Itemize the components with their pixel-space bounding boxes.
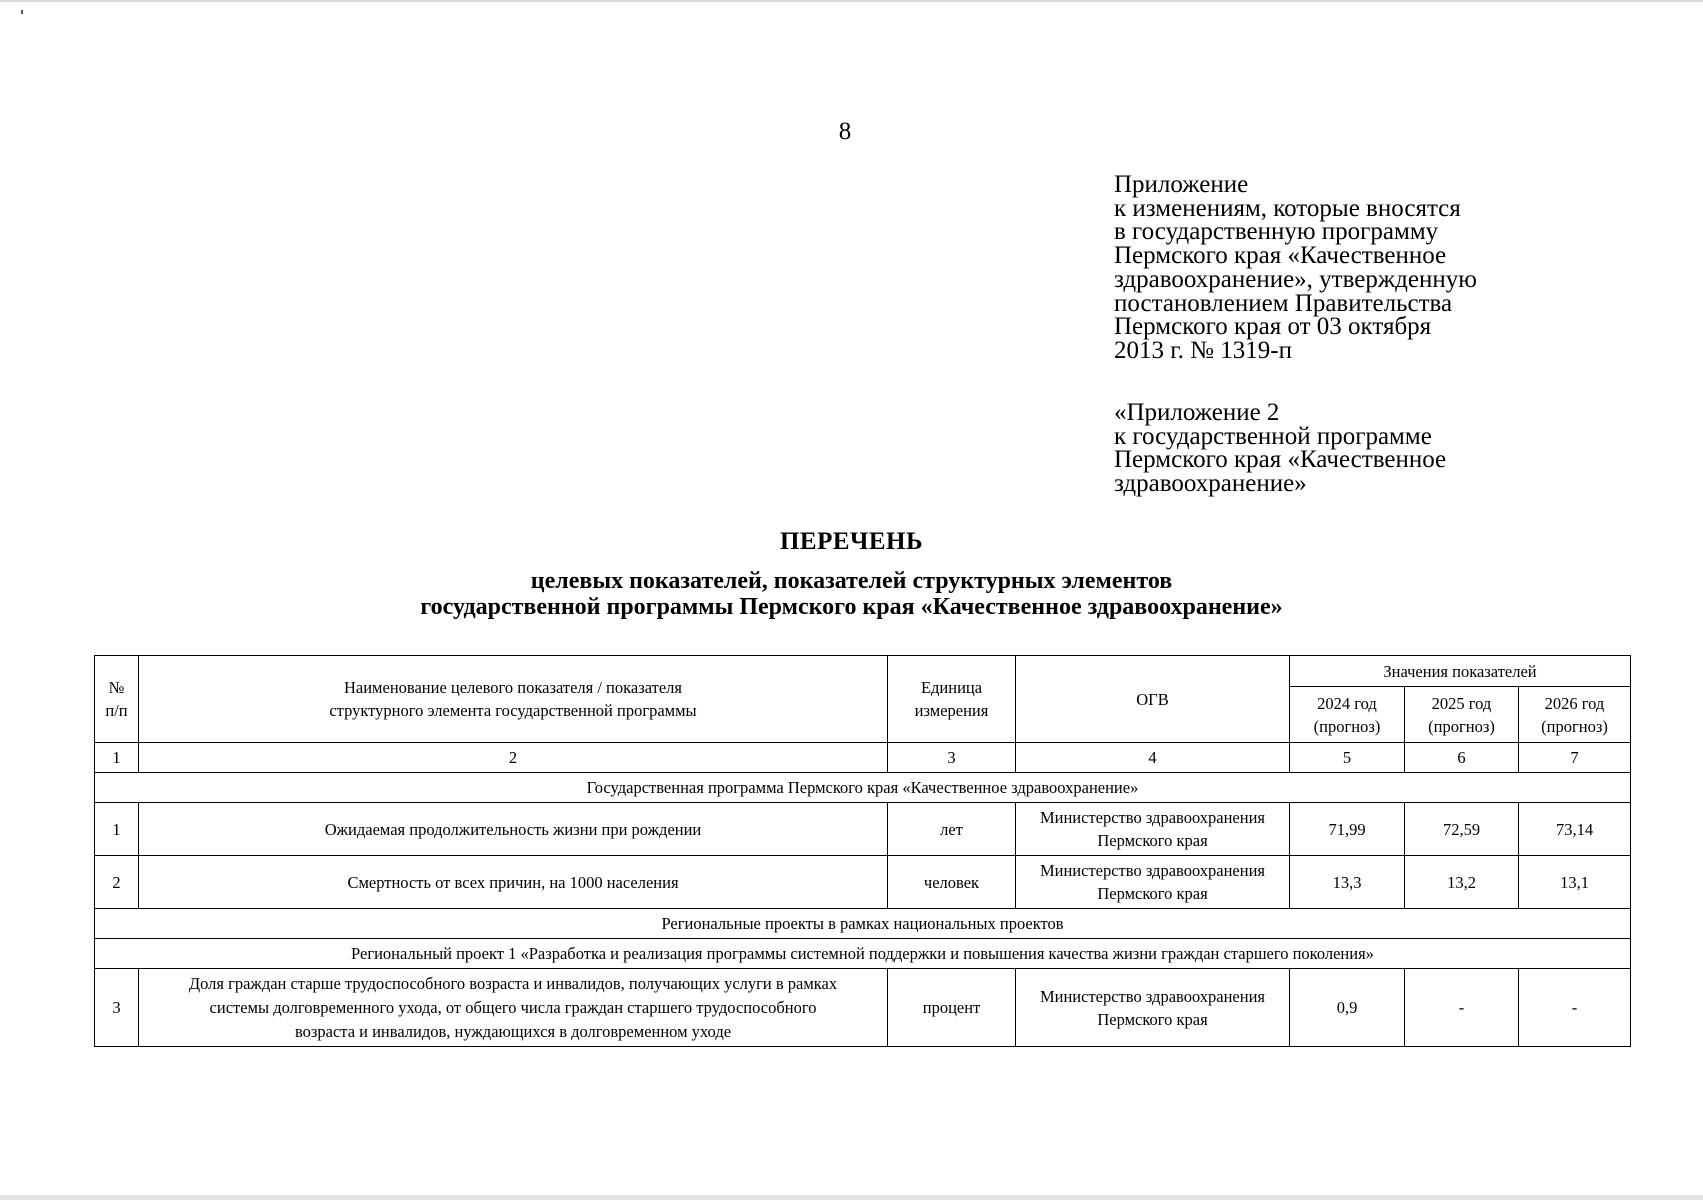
row-ogv-line-2: Пермского края — [1097, 831, 1208, 850]
row-value-2024: 0,9 — [1290, 969, 1405, 1047]
row-indicator-name-line-3: возраста и инвалидов, нуждающихся в долговременном уходе — [294, 1021, 732, 1041]
section-row-project-1 — [95, 939, 1631, 969]
header-year-2026 — [1519, 687, 1631, 743]
header-year-2024 — [1290, 687, 1405, 743]
row-value-2026: 73,14 — [1519, 803, 1631, 856]
row-value-2025: 13,2 — [1405, 856, 1519, 909]
approval-line: Пермского края от 03 октября — [1114, 313, 1432, 341]
row-num: 1 — [95, 803, 139, 856]
row-num: 2 — [95, 856, 139, 909]
header-name-line-1: Наименование целевого показателя / показателя — [343, 678, 682, 697]
row-indicator-name: Смертность от всех причин, на 1000 населения — [139, 856, 888, 909]
scan-edge-top — [0, 0, 1703, 2]
row-num: 3 — [95, 969, 139, 1047]
header-ogv: ОГВ — [1016, 656, 1290, 743]
row-ogv-line-2: Пермского края — [1097, 1009, 1208, 1029]
row-ogv — [1016, 969, 1290, 1047]
subtitle-line-1: целевых показателей, показателей структурных элементов — [530, 568, 1173, 594]
row-ogv — [1016, 803, 1290, 856]
approval-line: к изменениям, которые вносятся — [1114, 194, 1461, 222]
row-value-2024: 71,99 — [1290, 803, 1405, 856]
header-year-2025 — [1405, 687, 1519, 743]
row-value-2025: - — [1405, 969, 1519, 1047]
approval-line: Приложение — [1114, 171, 1249, 198]
approval-block — [1114, 173, 1654, 363]
header-unit-line-1: Единица — [920, 678, 983, 697]
column-number: 4 — [1016, 743, 1290, 773]
column-number: 6 — [1405, 743, 1519, 773]
table-row — [95, 856, 1631, 909]
header-num — [95, 656, 139, 743]
header-unit — [888, 656, 1016, 743]
column-number: 3 — [888, 743, 1016, 773]
column-numbers-row — [95, 743, 1631, 773]
header-num-line-1: № — [108, 678, 125, 697]
header-name — [139, 656, 888, 743]
column-number: 1 — [95, 743, 139, 773]
appendix-line: «Приложение 2 — [1114, 399, 1280, 426]
row-indicator-name — [139, 969, 888, 1047]
section-row-program — [95, 773, 1631, 803]
header-num-line-2: п/п — [105, 701, 128, 720]
column-number: 5 — [1290, 743, 1405, 773]
scan-speck — [21, 10, 23, 14]
column-number: 2 — [139, 743, 888, 773]
header-row-1 — [95, 656, 1631, 687]
appendix-line: к государственной программе — [1114, 422, 1432, 450]
section-regional-title: Региональные проекты в рамках национальных проектов — [95, 909, 1631, 939]
approval-line: в государственную программу — [1114, 218, 1439, 246]
indicators-table — [94, 655, 1631, 1047]
section-row-regional — [95, 909, 1631, 939]
row-indicator-name-line-1: Доля граждан старше трудоспособного возраста и инвалидов, получающих услуги в рамках — [188, 973, 838, 993]
appendix-line: Пермского края «Качественное — [1114, 446, 1447, 474]
row-unit: процент — [888, 969, 1016, 1047]
subtitle-line-2: государственной программы Пермского края «Качественное здравоохранение» — [420, 594, 1283, 620]
section-program-title: Государственная программа Пермского края «Качественное здравоохранение» — [95, 773, 1631, 803]
document-subtitle — [0, 568, 1703, 620]
header-year-2025-line-2: (прогноз) — [1428, 716, 1495, 736]
header-year-2024-line-2: (прогноз) — [1313, 716, 1381, 736]
section-project-1-title: Региональный проект 1 «Разработка и реализация программы системной поддержки и повышения качества жизни граждан старшего поколения» — [95, 939, 1631, 969]
header-unit-line-2: измерения — [914, 701, 989, 720]
header-year-2026-line-1: 2026 год — [1544, 693, 1605, 713]
approval-line: 2013 г. № 1319-п — [1114, 336, 1292, 364]
row-indicator-name-line-2: системы долговременного ухода, от общего числа граждан старшего трудоспособного — [209, 997, 817, 1017]
column-number: 7 — [1519, 743, 1631, 773]
approval-line: Пермского края «Качественное — [1114, 242, 1447, 270]
page-number: 8 — [838, 118, 852, 145]
row-ogv-line-1: Министерство здравоохранения — [1039, 861, 1266, 880]
row-unit: человек — [888, 856, 1016, 909]
header-year-2026-line-2: (прогноз) — [1541, 716, 1608, 736]
header-name-line-2: структурного элемента государственной программы — [329, 701, 697, 720]
appendix-block — [1114, 401, 1654, 496]
header-year-2024-line-1: 2024 год — [1317, 693, 1377, 713]
row-indicator-name: Ожидаемая продолжительность жизни при рождении — [139, 803, 888, 856]
appendix-line: здравоохранение» — [1114, 470, 1307, 498]
header-values-group: Значения показателей — [1290, 656, 1631, 687]
scan-edge-bottom — [0, 1195, 1703, 1200]
row-ogv-line-1: Министерство здравоохранения — [1039, 808, 1266, 827]
row-unit: лет — [888, 803, 1016, 856]
approval-line: здравоохранение», утвержденную — [1114, 265, 1477, 293]
row-value-2026: 13,1 — [1519, 856, 1631, 909]
row-ogv — [1016, 856, 1290, 909]
row-value-2025: 72,59 — [1405, 803, 1519, 856]
table-row — [95, 803, 1631, 856]
approval-line: постановлением Правительства — [1114, 289, 1453, 317]
row-value-2026: - — [1519, 969, 1631, 1047]
document-title: ПЕРЕЧЕНЬ — [779, 528, 924, 555]
row-ogv-line-1: Министерство здравоохранения — [1039, 986, 1266, 1006]
table-row — [95, 969, 1631, 1047]
header-year-2025-line-1: 2025 год — [1431, 693, 1492, 713]
row-ogv-line-2: Пермского края — [1097, 884, 1208, 903]
row-value-2024: 13,3 — [1290, 856, 1405, 909]
